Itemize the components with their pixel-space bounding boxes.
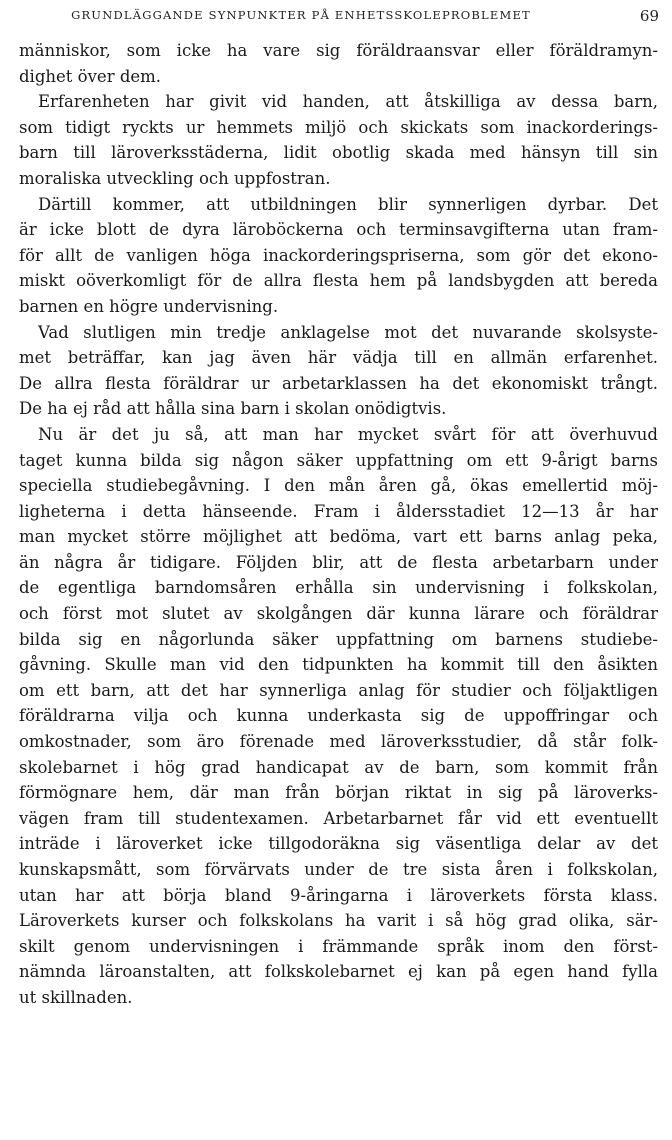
text-line: barnen en högre undervisning. <box>19 296 279 316</box>
text-line: miskt oöverkomligt för de allra flesta hem på landsbygden att bereda <box>19 271 658 291</box>
text-line: dighet över dem. <box>19 66 162 86</box>
text-line: de egentliga barndomsåren erhålla sin undervisning i folkskolan, <box>19 578 658 598</box>
text-line: De allra flesta föräldrar ur arbetarklassen ha det ekonomiskt trångt. <box>19 373 658 393</box>
text-line: moraliska utveckling och uppfostran. <box>19 168 331 188</box>
text-line: Läroverkets kurser och folkskolans ha varit i så hög grad olika, sär- <box>19 911 658 931</box>
text-line: met beträffar, kan jag även här vädja till en allmän erfarenhet. <box>19 348 658 368</box>
text-line: än några år tidigare. Följden blir, att de flesta arbetarbarn under <box>19 552 658 572</box>
text-line: föräldrarna vilja och kunna underkasta sig de uppoffringar och <box>19 706 658 726</box>
text-line: nämnda läroanstalten, att folkskolebarnet ej kan på egen hand fylla <box>19 962 658 982</box>
text-line: Därtill kommer, att utbildningen blir synnerligen dyrbar. Det <box>38 194 658 214</box>
text-line: om ett barn, att det har synnerliga anlag för studier och följaktligen <box>19 680 658 700</box>
text-line: utan har att börja bland 9-åringarna i läroverkets första klass. <box>19 885 658 905</box>
text-line: taget kunna bilda sig någon säker uppfattning om ett 9-årigt barns <box>19 450 658 470</box>
text-line: förmögnare hem, där man från början riktat in sig på läroverks- <box>19 783 658 803</box>
text-line: och först mot slutet av skolgången där kunna lärare och föräldrar <box>19 604 658 624</box>
text-line: omkostnader, som äro förenade med läroverksstudier, då står folk- <box>19 732 658 752</box>
text-line: Nu är det ju så, att man har mycket svårt för att överhuvud <box>38 424 658 444</box>
text-line: gåvning. Skulle man vid den tidpunkten ha kommit till den åsikten <box>19 655 658 675</box>
text-line: bilda sig en någorlunda säker uppfattning om barnens studiebe- <box>19 629 658 649</box>
text-line: speciella studiebegåvning. I den mån åren gå, ökas emellertid möj- <box>19 476 658 496</box>
text-line: barn till läroverksstäderna, lidit obotlig skada med hänsyn till sin <box>19 143 658 163</box>
text-line: ligheterna i detta hänseende. Fram i åldersstadiet 12—13 år har <box>19 501 658 521</box>
text-line: människor, som icke ha vare sig föräldraansvar eller föräldramyn- <box>19 41 658 60</box>
text-line: ut skillnaden. <box>19 987 133 1007</box>
text-line: inträde i läroverket icke tillgodoräkna sig väsentliga delar av det <box>19 834 658 854</box>
body-text <box>19 38 658 1011</box>
running-head: GRUNDLÄGGANDE SYNPUNKTER PÅ ENHETSSKOLEPROBLEMET <box>71 8 531 22</box>
text-line: kunskapsmått, som förvärvats under de tre sista åren i folkskolan, <box>19 860 658 879</box>
text-line: är icke blott de dyra läroböckerna och terminsavgifterna utan fram- <box>19 220 658 240</box>
text-line: som tidigt ryckts ur hemmets miljö och skickats som inackorderings- <box>19 117 658 137</box>
text-line: skilt genom undervisningen i främmande språk inom den först- <box>19 936 658 956</box>
text-line: Erfarenheten har givit vid handen, att åtskilliga av dessa barn, <box>38 92 658 112</box>
text-line: vägen fram till studentexamen. Arbetarbarnet får vid ett eventuellt <box>19 808 658 828</box>
text-line: Vad slutligen min tredje anklagelse mot det nuvarande skolsyste- <box>38 322 658 342</box>
text-line: för allt de vanligen höga inackorderingspriserna, som gör det ekono- <box>19 245 658 265</box>
text-line: man mycket större möjlighet att bedöma, vart ett barns anlag peka, <box>19 527 658 547</box>
text-line: De ha ej råd att hålla sina barn i skolan onödigtvis. <box>19 399 447 419</box>
page-number: 69 <box>639 7 659 25</box>
text-line: skolebarnet i hög grad handicapat av de barn, som kommit från <box>19 757 658 777</box>
